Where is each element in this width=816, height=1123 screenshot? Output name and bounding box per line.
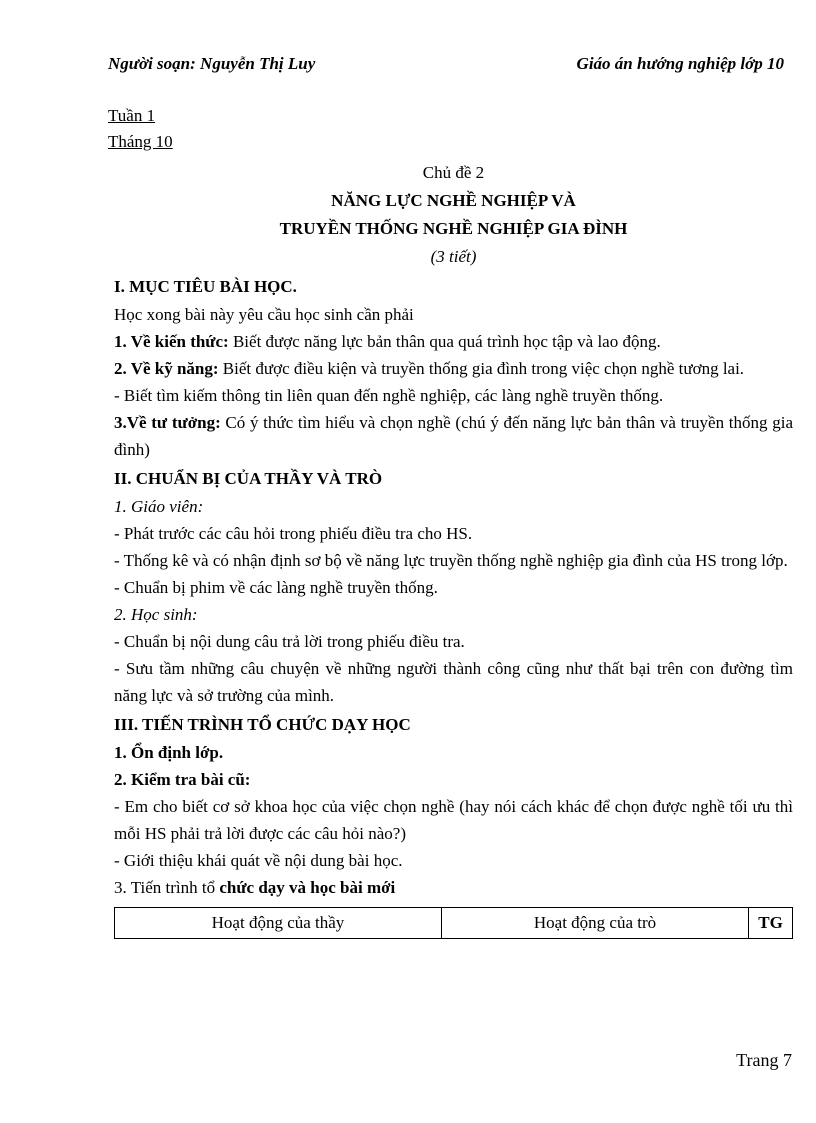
author-label: Người soạn: Nguyễn Thị Luy bbox=[108, 54, 316, 73]
list-item: - Chuẩn bị phim về các làng nghề truyền thống. bbox=[114, 578, 438, 597]
title-line-2: TRUYỀN THỐNG NGHỀ NGHIỆP GIA ĐÌNH bbox=[279, 219, 628, 238]
student-activity-header: Hoạt động của trò bbox=[441, 908, 748, 939]
page-number: Trang 7 bbox=[736, 1050, 792, 1070]
step-2: 2. Kiểm tra bài cũ: bbox=[114, 770, 251, 789]
list-item: - Thống kê và có nhận định sơ bộ về năng lực truyền thống nghề nghiệp gia đình của HS trong lớp. bbox=[114, 551, 788, 570]
list-item: - Sưu tầm những câu chuyện về những người thành công cũng như thất bại trên con đường tìm năng lực và sở trường của mình. bbox=[114, 659, 793, 705]
knowledge-label: 1. Về kiến thức: bbox=[114, 332, 229, 351]
skills-paragraph bbox=[114, 355, 793, 382]
step-3-plain: 3. Tiến trình tổ bbox=[114, 878, 220, 897]
skills-text: Biết được điều kiện và truyền thống gia đình trong việc chọn nghề tương lai. bbox=[218, 359, 745, 378]
month-label: Tháng 10 bbox=[108, 132, 173, 151]
document-body bbox=[108, 103, 793, 939]
knowledge-paragraph bbox=[114, 328, 793, 355]
step-3 bbox=[114, 874, 793, 901]
attitude-text: Có ý thức tìm hiểu và chọn nghề (chú ý đến năng lực bản thân và truyền thống gia đình) bbox=[114, 413, 793, 459]
list-item: - Phát trước các câu hỏi trong phiếu điều tra cho HS. bbox=[114, 524, 473, 543]
time-header: TG bbox=[749, 908, 793, 939]
section-2-heading: II. CHUẨN BỊ CỦA THẦY VÀ TRÒ bbox=[114, 469, 383, 488]
list-item: - Chuẩn bị nội dung câu trả lời trong phiếu điều tra. bbox=[114, 632, 465, 651]
knowledge-text: Biết được năng lực bản thân qua quá trình học tập và lao động. bbox=[228, 332, 661, 351]
section-1-heading: I. MỤC TIÊU BÀI HỌC. bbox=[114, 277, 297, 296]
step-3-bold: chức dạy và học bài mới bbox=[219, 878, 396, 897]
periods-label: (3 tiết) bbox=[430, 247, 477, 266]
section-3-heading: III. TIẾN TRÌNH TỔ CHỨC DẠY HỌC bbox=[114, 715, 411, 734]
table-header-row bbox=[115, 908, 793, 939]
week-label: Tuần 1 bbox=[108, 106, 156, 125]
subject-label: Giáo án hướng nghiệp lớp 10 bbox=[576, 54, 784, 73]
list-item: - Giới thiệu khái quát về nội dung bài học. bbox=[114, 851, 403, 870]
activity-table bbox=[114, 907, 793, 939]
skills-extra: - Biết tìm kiếm thông tin liên quan đến nghề nghiệp, các làng nghề truyền thống. bbox=[114, 386, 664, 405]
teacher-activity-header: Hoạt động của thầy bbox=[115, 908, 442, 939]
student-heading: 2. Học sinh: bbox=[114, 605, 198, 624]
skills-label: 2. Về kỹ năng: bbox=[114, 359, 219, 378]
topic-label: Chủ đề 2 bbox=[422, 163, 485, 182]
step-1: 1. Ổn định lớp. bbox=[114, 743, 224, 762]
title-line-1: NĂNG LỰC NGHỀ NGHIỆP VÀ bbox=[331, 191, 576, 210]
attitude-label: 3.Về tư tưởng: bbox=[114, 413, 221, 432]
list-item: - Em cho biết cơ sở khoa học của việc chọn nghề (hay nói cách khác để chọn được nghề tối ưu thì mỗi HS phải trả lời được các câu hỏi nào?) bbox=[114, 797, 793, 843]
attitude-paragraph bbox=[114, 409, 793, 463]
section-1-intro: Học xong bài này yêu cầu học sinh cần phải bbox=[114, 305, 414, 324]
teacher-heading: 1. Giáo viên: bbox=[114, 497, 204, 516]
